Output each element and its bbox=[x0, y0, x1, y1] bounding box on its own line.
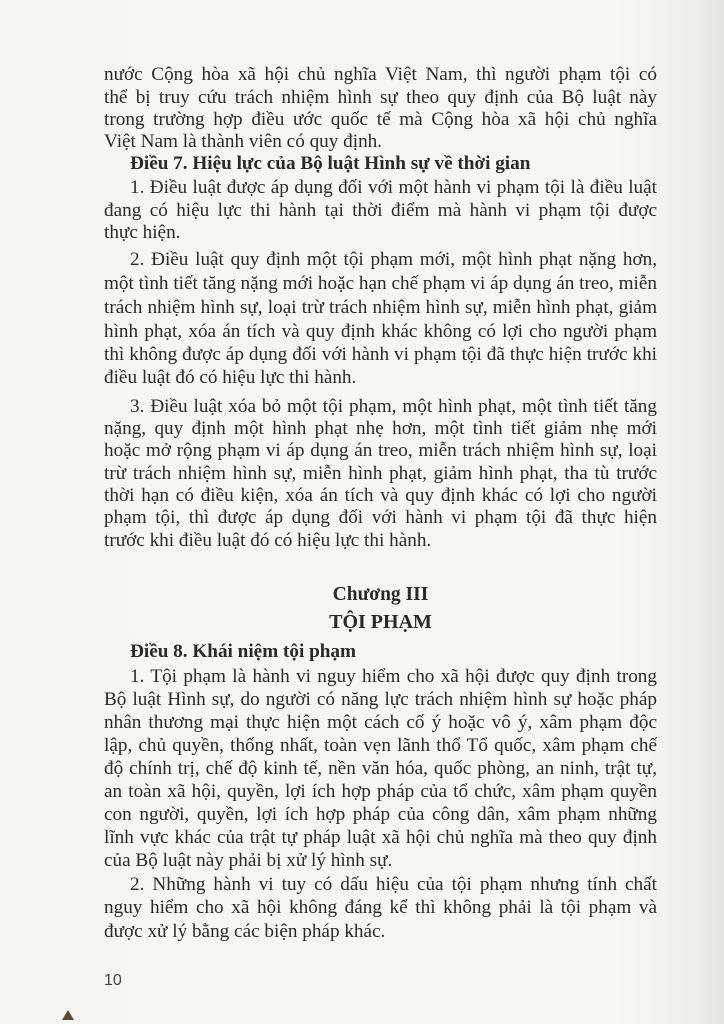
article-heading: Điều 7. Hiệu lực của Bộ luật Hình sự về thời gian bbox=[130, 153, 531, 174]
page-number: 10 bbox=[104, 972, 122, 989]
paragraph-line: lĩnh vực khác của trật tự pháp luật xã hội chủ nghĩa mà theo quy định bbox=[104, 827, 657, 848]
paragraph-line: Bộ luật Hình sự, do người có năng lực trách nhiệm hình sự hoặc pháp bbox=[104, 689, 657, 710]
paragraph-line: được xử lý bằng các biện pháp khác. bbox=[104, 921, 386, 942]
chapter-title: TỘI PHẠM bbox=[329, 611, 432, 633]
paragraph-line: trách nhiệm hình sự, loại trừ trách nhiệm hình sự, miễn hình phạt, giảm bbox=[104, 297, 657, 318]
paragraph-line: hoặc mở rộng phạm vi áp dụng án treo, miễn trách nhiệm hình sự, loại bbox=[104, 440, 657, 461]
paragraph-line: 1. Tội phạm là hành vi nguy hiểm cho xã hội được quy định trong bbox=[130, 666, 657, 687]
paragraph-line: 2. Điều luật quy định một tội phạm mới, một hình phạt nặng hơn, bbox=[130, 249, 657, 270]
paragraph-line: phạm tội, thì được áp dụng đối với hành vi phạm tội đã thực hiện bbox=[104, 507, 657, 528]
paragraph-line: 3. Điều luật xóa bỏ một tội phạm, một hình phạt, một tình tiết tăng bbox=[130, 396, 657, 417]
paragraph-line: nước Cộng hòa xã hội chủ nghĩa Việt Nam, thì người phạm tội có bbox=[104, 64, 657, 85]
paragraph-line: trước khi điều luật đó có hiệu lực thi hành. bbox=[104, 530, 432, 551]
paragraph-line: nặng, quy định một hình phạt nhẹ hơn, một tình tiết giảm nhẹ mới bbox=[104, 418, 657, 439]
paragraph-line: thì không được áp dụng đối với hành vi phạm tội đã thực hiện trước khi bbox=[104, 344, 657, 365]
paragraph-line: thời hạn có điều kiện, xóa án tích và quy định khác có lợi cho người bbox=[104, 485, 657, 506]
paragraph-line: nguy hiểm cho xã hội không đáng kể thì không phải là tội phạm và bbox=[104, 897, 657, 918]
paragraph-line: 1. Điều luật được áp dụng đối với một hành vi phạm tội là điều luật bbox=[130, 177, 657, 198]
paragraph-line: trong trường hợp điều ước quốc tế mà Cộng hòa xã hội chủ nghĩa bbox=[104, 109, 657, 130]
article-heading: Điều 8. Khái niệm tội phạm bbox=[130, 641, 357, 662]
paragraph-line: trừ trách nhiệm hình sự, miễn hình phạt, giảm hình phạt, tha tù trước bbox=[104, 463, 657, 484]
paragraph-line: Việt Nam là thành viên có quy định. bbox=[104, 131, 383, 152]
paragraph-line: thực hiện. bbox=[104, 222, 181, 243]
scan-artifact bbox=[62, 1010, 74, 1020]
paragraph-line: điều luật đó có hiệu lực thi hành. bbox=[104, 367, 357, 388]
paragraph-line: độ chính trị, chế độ kinh tế, nền văn hóa, quốc phòng, an ninh, trật tự, bbox=[104, 758, 657, 779]
paragraph-line: thể bị truy cứu trách nhiệm hình sự theo quy định của Bộ luật này bbox=[104, 87, 657, 108]
paragraph-line: đang có hiệu lực thi hành tại thời điểm mà hành vi phạm tội được bbox=[104, 200, 657, 221]
paragraph-line: hình phạt, xóa án tích và quy định khác không có lợi cho người phạm bbox=[104, 321, 657, 342]
paragraph-line: của Bộ luật này phải bị xử lý hình sự. bbox=[104, 850, 393, 871]
paragraph-line: con người, quyền, lợi ích hợp pháp của công dân, xâm phạm những bbox=[104, 804, 657, 825]
chapter-number: Chương III bbox=[332, 584, 429, 605]
paragraph-line: an toàn xã hội, quyền, lợi ích hợp pháp của tổ chức, xâm phạm quyền bbox=[104, 781, 657, 802]
paragraph-line: 2. Những hành vi tuy có dấu hiệu của tội phạm nhưng tính chất bbox=[130, 874, 657, 895]
paragraph-line: lập, chủ quyền, thống nhất, toàn vẹn lãnh thổ Tổ quốc, xâm phạm chế bbox=[104, 735, 657, 756]
paragraph-line: một tình tiết tăng nặng mới hoặc hạn chế phạm vi áp dụng án treo, miễn bbox=[104, 273, 657, 294]
paragraph-line: nhân thương mại thực hiện một cách cố ý hoặc vô ý, xâm phạm độc bbox=[104, 712, 657, 733]
